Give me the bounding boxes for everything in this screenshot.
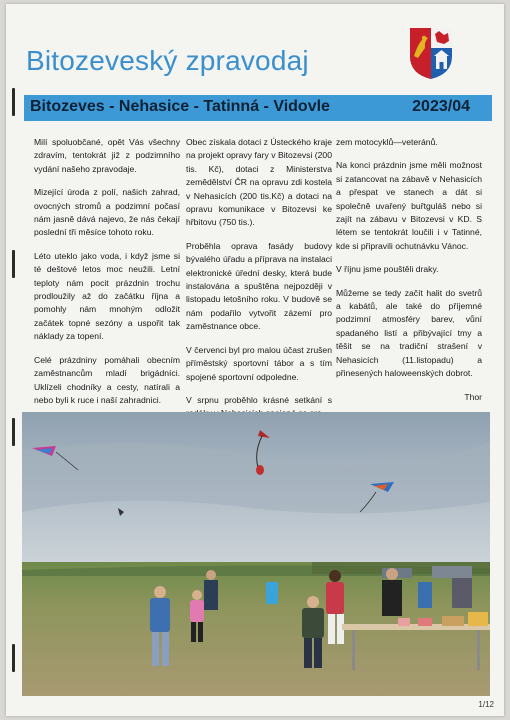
punch-hole-mark bbox=[12, 88, 15, 116]
paragraph: Na konci prázdnin jsme měli možnost si zatancovat na zábavě v Nehasicích a přespat ve stanech a dát si společně uvařený buřtguláš nebo si zajít na zábavu v Bitozevsi v KD. S létem se tentokrát loučili i v Tatinné, kde si připravili ochutnávku Vánoc. bbox=[336, 160, 482, 251]
paragraph: Celé prázdniny pomáhali obecním zaměstnancům mladí brigádníci. Uklízeli chodníky a cesty, natírali a nebo byli k ruce i naší zahradnici. bbox=[34, 354, 180, 405]
coat-of-arms-icon bbox=[408, 26, 454, 80]
paragraph: Obec získala dotaci z Ústeckého kraje na projekt opravy fary v Bitozevsi (200 tis. Kč), dotaci z Ministerstva zemědělství ČR na opravu zdi kostela v Nehasicích (200 tis.Kč) a dotaci na opravu komunikace v Bitozevsi ke hřbitovu (750 tis.). bbox=[186, 137, 332, 228]
signature: Thor bbox=[464, 391, 482, 402]
punch-hole-mark bbox=[12, 250, 15, 278]
paragraph: Milí spoluobčané, opět Vás všechny zdravím, tentokrát již z podzimního vydání našeho zpravodaje. bbox=[34, 137, 180, 174]
article-column-1 bbox=[34, 136, 180, 454]
paragraph: V červenci byl pro malou účast zrušen příměstský sportovní tábor a s tím spojené sportovní odpoledne. bbox=[186, 344, 332, 382]
paragraph: Můžeme se tedy začít halit do svetrů a kabátů, ale také do příjemné podzimní atmosféry barev, vůní spadaného listí a přibývající tmy a těšit se na tradiční strašení v Nehasicích (11.listopadu) a přinesených haloweenských dobrot. bbox=[336, 287, 482, 379]
article-column-3 bbox=[336, 136, 482, 451]
page-number: 1/12 bbox=[478, 700, 494, 709]
paragraph: Mizející úroda z polí, našich zahrad, ovocných stromů a podzimní počasí nám jasně dává najevo, že nás čekají poslední tři měsíce tohoto roku. bbox=[34, 187, 180, 238]
paragraph: V říjnu jsme pouštěli draky. bbox=[336, 264, 439, 275]
punch-hole-mark bbox=[12, 418, 15, 446]
issue-number: 2023/04 bbox=[412, 98, 470, 115]
paragraph: V srpnu proběhlo krásné setkání s bbox=[186, 394, 332, 405]
paragraph: Proběhla oprava fasády budovy bývalého úřadu a příprava na instalaci elektronické úřední desky, která bude instalována a spuštěna nejpozději v listopadu letošního roku. V budově se nám podařilo vytvořit zázemí pro zaměstnance obce. bbox=[186, 240, 332, 332]
newsletter-title: Bitozeveský zpravodaj bbox=[26, 45, 309, 76]
kite-flying-photo bbox=[22, 412, 490, 696]
punch-hole-mark bbox=[12, 644, 15, 672]
header-banner bbox=[24, 95, 492, 121]
paragraph: zem motocyklů—veteránů. bbox=[336, 137, 438, 147]
banner-villages: Bitozeves - Nehasice - Tatinná - Vidovle bbox=[30, 98, 330, 115]
paragraph: Léto uteklo jako voda, i když jsme si té deštové letos moc neužili. Letní teploty nám pocit prázdnin trochu prodloužily až do začátku října a pomohly nám mnohým odložit začátek topné sezóny a uspořit tak náklady za topení. bbox=[34, 250, 180, 342]
article-column-2 bbox=[186, 136, 332, 431]
